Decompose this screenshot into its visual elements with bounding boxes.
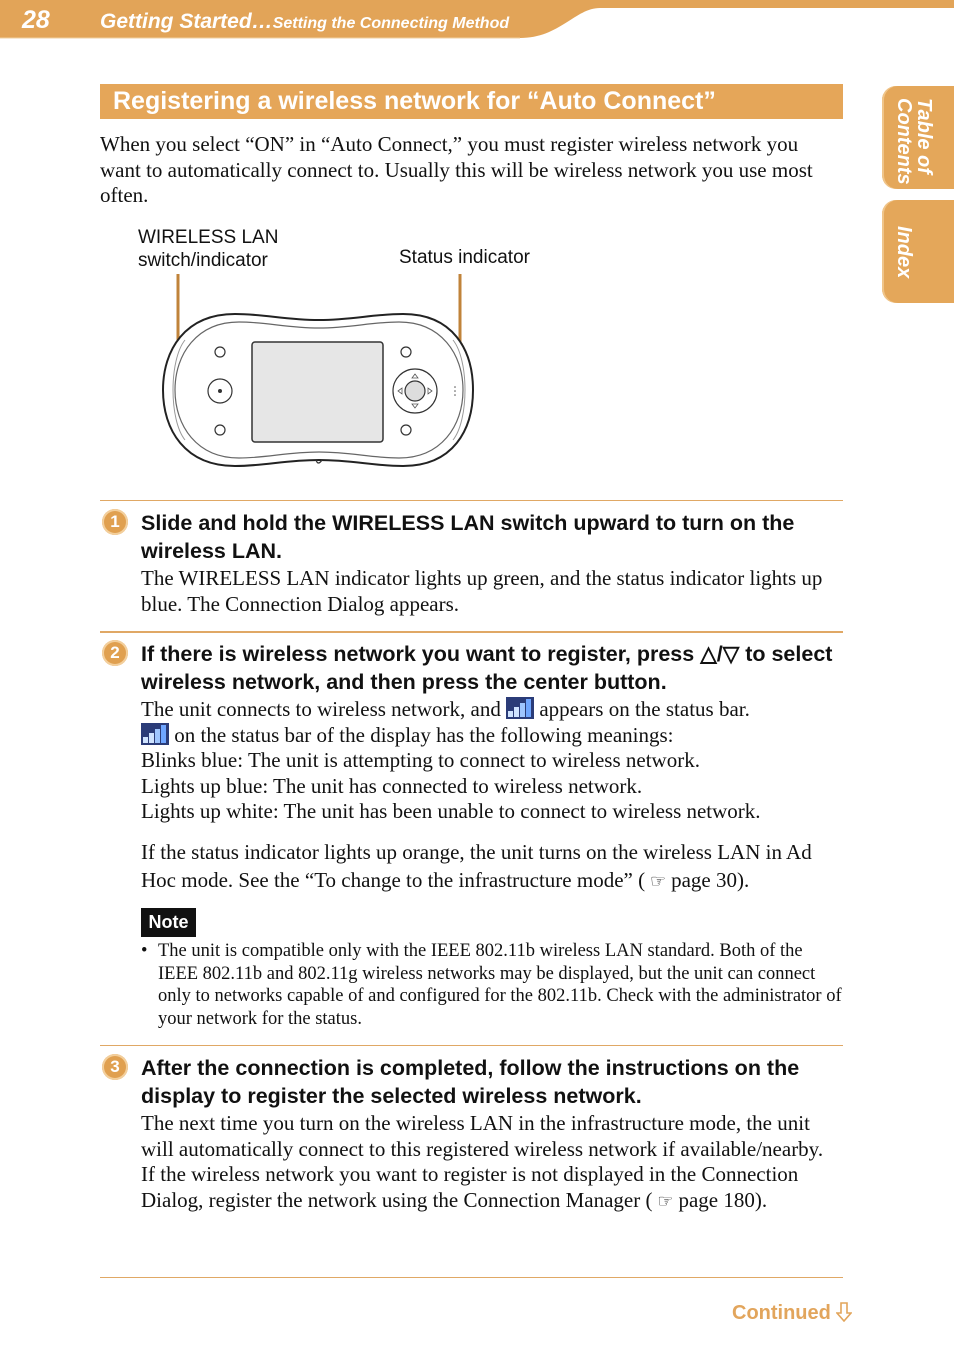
section-title-bar: [100, 84, 843, 119]
step-3-number: 3: [102, 1054, 128, 1080]
table-of-contents-label: Table of Contents: [893, 98, 935, 185]
page-header: [0, 0, 954, 44]
chapter-subtitle: Setting the Connecting Method: [272, 15, 510, 32]
callout-wireless-lan-switch: [138, 226, 278, 272]
continued-link[interactable]: [732, 1302, 852, 1325]
device-button-top-right: [401, 347, 411, 357]
page-reference-icon: ☞: [657, 1190, 674, 1212]
device-button-bottom-left: [215, 425, 225, 435]
intro-paragraph: When you select “ON” in “Auto Connect,” you must register wireless network you want to automatically connect to. Usually this will be wireless network you use most often.: [100, 132, 813, 207]
step-2-body-2: on the status bar of the display has the following meanings:: [174, 722, 674, 747]
step-3-body-2: If the wireless network you want to register is not displayed in the Connection Dialog, register the network using the Connection Manager (: [141, 1162, 799, 1212]
step-2-body-1b: appears on the status bar.: [539, 697, 750, 721]
step-2-body-1a: The unit connects to wireless network, and: [141, 697, 501, 721]
chapter-title: Getting Started…: [100, 10, 273, 33]
note-text: The unit is compatible only with the IEEE 802.11b wireless LAN standard. Both of the IEEE 802.11b and 802.11g wireless networks may be displayed, but the unit can connect only to networks capable of and configured for the 802.11b. Check with the administrator of your network for the status.: [158, 941, 842, 1030]
step-1-body: The WIRELESS LAN indicator lights up green, and the status indicator lights up blue. The Connection Dialog appears.: [141, 566, 823, 616]
device-illustration: [155, 270, 485, 475]
step-2-body-6: If the status indicator lights up orange, the unit turns on the wireless LAN in Ad Hoc mode. See the “To change to the infrastructure mode” (: [141, 839, 812, 892]
step-3-page-ref[interactable]: page 180).: [678, 1187, 768, 1212]
step-2-heading: If there is wireless network you want to register, press △/▽ to select wireless network, and then press the center button.: [141, 642, 833, 694]
device-button-top-left: [215, 347, 225, 357]
index-label: Index: [893, 226, 915, 279]
note-bullet: •: [141, 941, 148, 961]
page-reference-icon: ☞: [650, 870, 667, 892]
step-3-body-1: The next time you turn on the wireless LAN in the infrastructure mode, the unit will automatically connect to this registered wireless network if available/nearby.: [141, 1111, 824, 1161]
callout-switch-line1: WIRELESS LAN: [138, 227, 279, 248]
step-3-divider: [100, 1045, 843, 1046]
wireless-status-icon: [506, 697, 534, 719]
section-title: Registering a wireless network for “Auto Connect”: [113, 87, 716, 115]
continued-label: Continued: [732, 1302, 831, 1324]
device-button-bottom-right: [401, 425, 411, 435]
device-screen: [252, 342, 383, 442]
step-1-heading: Slide and hold the WIRELESS LAN switch upward to turn on the wireless LAN.: [141, 511, 795, 563]
step-1-divider: [100, 500, 843, 501]
header-title: [100, 10, 509, 34]
callout-status-indicator: Status indicator: [399, 247, 530, 268]
index-tab[interactable]: [882, 200, 954, 303]
arrow-down-icon: [836, 1302, 852, 1322]
step-2-body-4: Lights up blue: The unit has connected to wireless network.: [141, 773, 643, 798]
note-badge: Note: [141, 908, 196, 937]
step-2-page-ref[interactable]: page 30).: [671, 867, 750, 892]
bottom-divider: [100, 1277, 843, 1278]
step-1-number: 1: [102, 509, 128, 535]
page-number: 28: [22, 6, 50, 34]
callout-switch-line2: switch/indicator: [138, 250, 268, 271]
wireless-status-icon: [141, 723, 169, 745]
device-center-button: [405, 381, 425, 401]
step-2-body: [141, 697, 841, 896]
step-3-heading: After the connection is completed, follow the instructions on the display to register the selected wireless network.: [141, 1056, 800, 1108]
step-3-body: [141, 1111, 841, 1214]
step-2-number: 2: [102, 640, 128, 666]
step-2-body-3: Blinks blue: The unit is attempting to connect to wireless network.: [141, 748, 700, 772]
step-2-body-5: Lights up white: The unit has been unable to connect to wireless network.: [141, 799, 761, 823]
step-2-divider: [100, 631, 843, 633]
table-of-contents-tab[interactable]: [882, 86, 954, 189]
note-text-block: [141, 940, 843, 1031]
